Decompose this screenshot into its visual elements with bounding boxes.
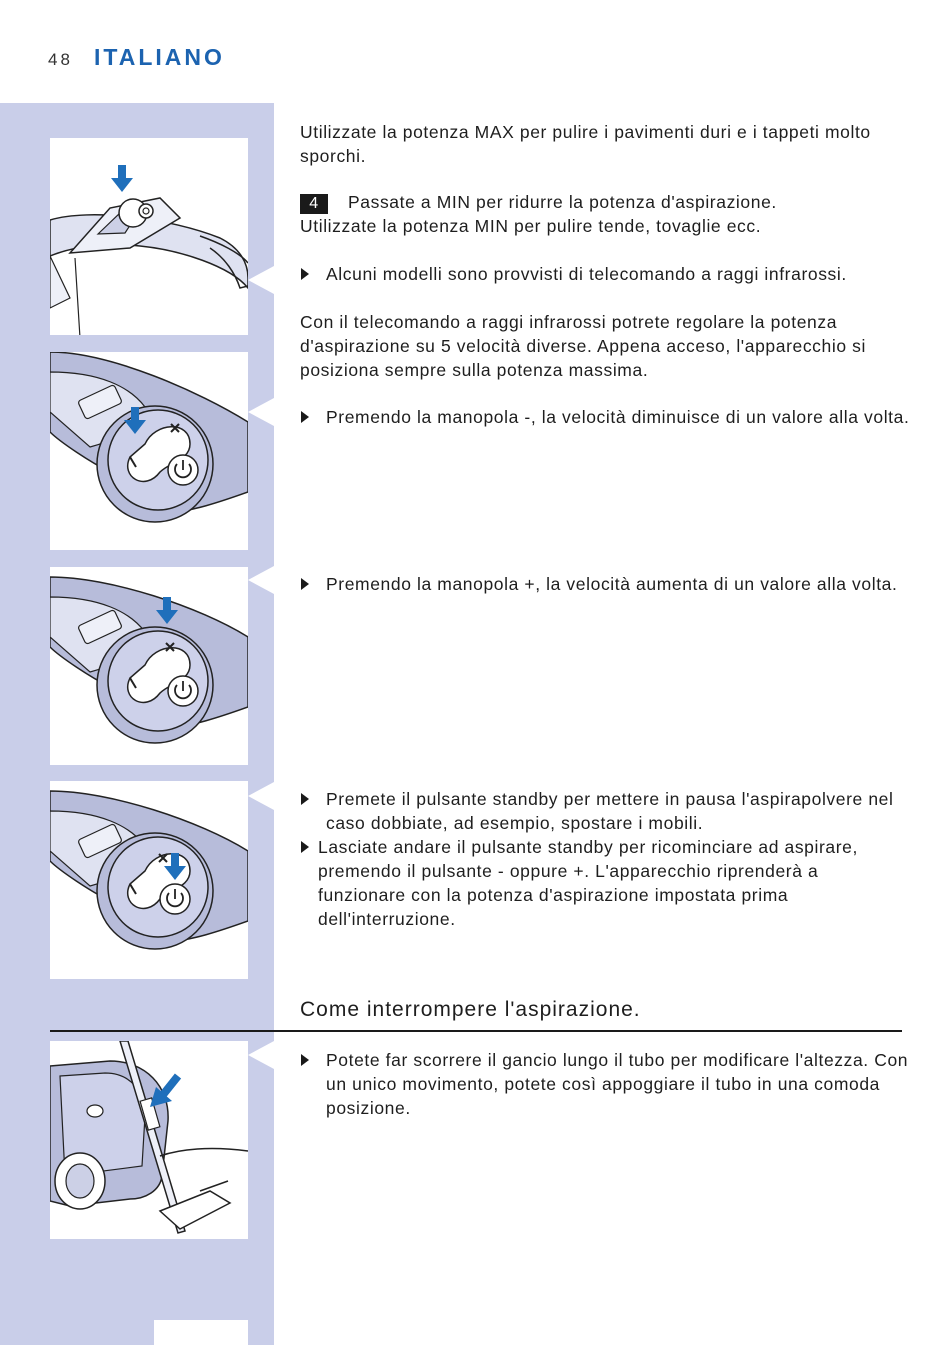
step-number: 4 bbox=[300, 194, 328, 214]
down-arrow-icon bbox=[111, 165, 133, 192]
remote-plus-illustration bbox=[50, 567, 248, 765]
panel-pointer bbox=[248, 782, 274, 810]
panel-pointer bbox=[248, 566, 274, 594]
handle-illustration bbox=[50, 138, 248, 335]
panel-pointer bbox=[248, 1041, 274, 1069]
bullet-plus bbox=[300, 572, 910, 596]
paragraph-max-power: Utilizzate la potenza MAX per pulire i pavimenti duri e i tappeti molto sporchi. bbox=[300, 122, 871, 166]
paragraph-remote: Con il telecomando a raggi infrarossi potrete regolare la potenza d'aspirazione su 5 velocità diverse. Appena acceso, l'apparecchio si posiziona sempre sulla potenza massima. bbox=[300, 312, 866, 380]
bullet-infrared bbox=[300, 262, 910, 286]
bullet-hook bbox=[300, 1048, 910, 1120]
remote-standby-illustration bbox=[50, 781, 248, 979]
step-text: Passate a MIN per ridurre la potenza d'aspirazione. bbox=[348, 192, 777, 212]
bullet-triangle-icon: Lasciate andare il pulsante standby per ricominciare ad aspirare, premendo il pulsante - oppure +. L'apparecchio riprenderà a funzionare con la potenza d'aspirazione impostata prima dell'interruzione. bbox=[300, 835, 910, 931]
vacuum-hook-illustration bbox=[50, 1041, 248, 1239]
panel-pointer bbox=[248, 398, 274, 426]
footer-box bbox=[154, 1320, 248, 1345]
heading-rule bbox=[50, 1030, 902, 1032]
bullet-standby bbox=[300, 787, 910, 931]
bullet-triangle-icon: Potete far scorrere il gancio lungo il tubo per modificare l'altezza. Con un unico movimento, potete così appoggiare il tubo in una comoda posizione. bbox=[300, 1048, 910, 1120]
bullet-triangle-icon: Alcuni modelli sono provvisti di telecomando a raggi infrarossi. bbox=[300, 262, 910, 286]
language-title: ITALIANO bbox=[94, 44, 225, 70]
bullet-triangle-icon: Premete il pulsante standby per mettere in pausa l'aspirapolvere nel caso dobbiate, ad esempio, spostare i mobili. bbox=[300, 787, 910, 835]
bullet-triangle-icon: Premendo la manopola -, la velocità diminuisce di un valore alla volta. bbox=[300, 405, 910, 429]
remote-minus-illustration bbox=[50, 352, 248, 550]
step-4 bbox=[300, 190, 910, 238]
panel-pointer bbox=[248, 266, 274, 294]
step-detail: Utilizzate la potenza MIN per pulire tende, tovaglie ecc. bbox=[300, 216, 762, 236]
bullet-minus bbox=[300, 405, 910, 429]
bullet-triangle-icon: Premendo la manopola +, la velocità aumenta di un valore alla volta. bbox=[300, 572, 910, 596]
section-heading: Come interrompere l'aspirazione. bbox=[300, 998, 641, 1021]
page-number: 48 bbox=[48, 50, 73, 69]
